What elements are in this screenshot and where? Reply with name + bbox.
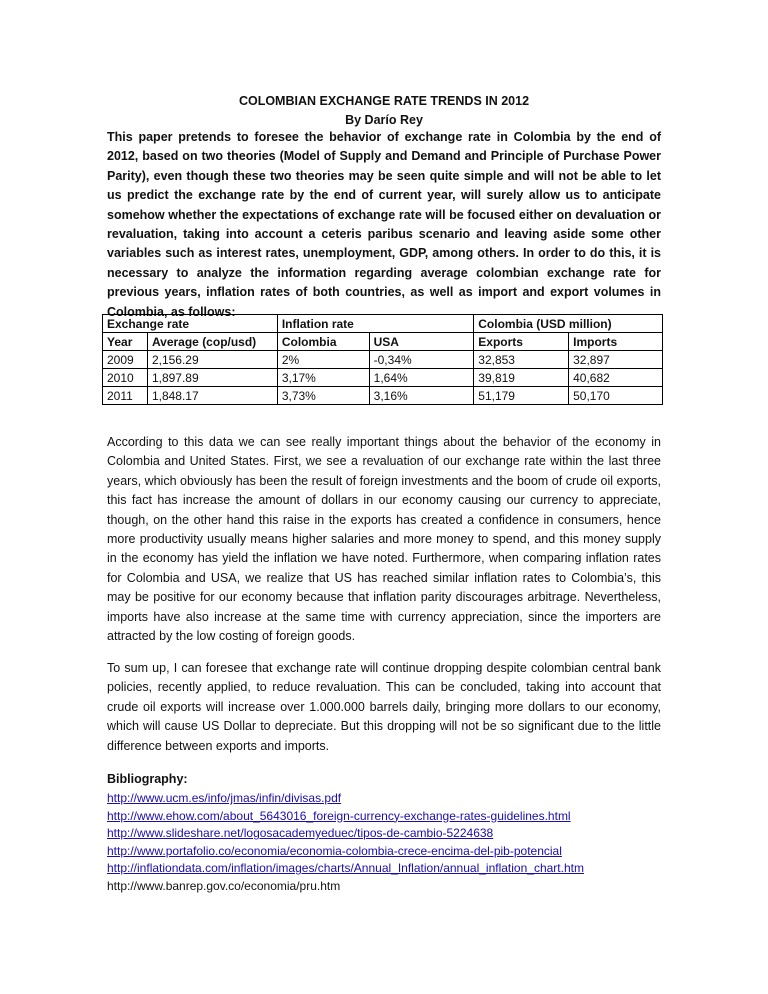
list-item bbox=[107, 860, 584, 878]
group-header-exchange-rate: Exchange rate bbox=[103, 315, 278, 333]
header-exports: Exports bbox=[474, 333, 569, 351]
list-item bbox=[107, 878, 584, 896]
document-title: COLOMBIAN EXCHANGE RATE TRENDS IN 2012 bbox=[238, 94, 530, 108]
header-imports: Imports bbox=[569, 333, 663, 351]
table-cell: 2011 bbox=[103, 387, 148, 405]
table-cell: -0,34% bbox=[369, 351, 474, 369]
list-item bbox=[107, 825, 584, 843]
header-colombia: Colombia bbox=[277, 333, 369, 351]
table-cell: 50,170 bbox=[569, 387, 663, 405]
table-cell: 3,16% bbox=[369, 387, 474, 405]
bibliography-list bbox=[107, 790, 584, 896]
table-row bbox=[103, 387, 663, 405]
table-cell: 1,897.89 bbox=[147, 369, 277, 387]
intro-paragraph: This paper pretends to foresee the behavior of exchange rate in Colombia by the end of 2012, based on two theories (Model of Supply and Demand and Principle of Purchase Power Parity), even though these two theories may be seen quite simple and will not be able to let us predict the exchange rate by the end of current year, will surely allow us to anticipate somehow whether the expectations of exchange rate will be focused either on devaluation or revaluation, taking into account a ceteris paribus scenario and leaving aside some other variables such as interest rates, unemployment, GDP, among others. In order to do this, it is necessary to analyze the information regarding average colombian exchange rate for previous years, inflation rates of both countries, as well as import and export volumes in Colombia, as follows: bbox=[107, 130, 661, 319]
table-cell: 40,682 bbox=[569, 369, 663, 387]
group-header-inflation-rate: Inflation rate bbox=[277, 315, 473, 333]
analysis-paragraph: According to this data we can see really important things about the behavior of the economy in Colombia and United States. First, we see a revaluation of our exchange rate within the last three years, which obviously has been the result of foreign investments and the boom of crude oil exports, this fact has increase the amount of dollars in our economy causing our currency to appreciate, though, on the other hand this raise in the exports has created a confidence in consumers, hence more productivity usually means higher salaries and more money to spend, and this money supply in the economy has yield the inflation we have noted. Furthermore, when comparing inflation rates for Colombia and USA, we realize that US has reached similar inflation rates to Colombia’s, this may be positive for our economy because that inflation parity discourages arbitrage. Nevertheless, imports have also increase at the same time with currency appreciation, since the importers are attracted by the low costing of foreign goods. bbox=[107, 435, 661, 644]
table-cell: 3,73% bbox=[277, 387, 369, 405]
table-cell: 32,897 bbox=[569, 351, 663, 369]
bibliography-link[interactable]: http://www.ehow.com/about_5643016_foreign-currency-exchange-rates-guidelines.html bbox=[107, 808, 571, 823]
table-cell: 2,156.29 bbox=[147, 351, 277, 369]
table-cell: 2% bbox=[277, 351, 369, 369]
bibliography-link[interactable]: http://www.portafolio.co/economia/economia-colombia-crece-encima-del-pib-potencial bbox=[107, 843, 562, 858]
list-item bbox=[107, 790, 584, 808]
bibliography-heading: Bibliography: bbox=[107, 772, 188, 786]
table-row bbox=[103, 351, 663, 369]
bibliography-plain-url: http://www.banrep.gov.co/economia/pru.htm bbox=[107, 878, 341, 893]
bibliography-link[interactable]: http://www.slideshare.net/logosacademyeduec/tipos-de-cambio-5224638 bbox=[107, 826, 494, 841]
group-header-colombia-usd: Colombia (USD million) bbox=[474, 315, 663, 333]
bibliography-link[interactable]: http://www.ucm.es/info/jmas/infin/divisas.pdf bbox=[107, 791, 342, 805]
table-cell: 2009 bbox=[103, 351, 148, 369]
table-cell: 3,17% bbox=[277, 369, 369, 387]
header-usa: USA bbox=[369, 333, 474, 351]
table-cell: 32,853 bbox=[474, 351, 569, 369]
document-author: By Darío Rey bbox=[345, 113, 423, 127]
table-header-row bbox=[103, 333, 663, 351]
data-table bbox=[102, 314, 663, 405]
bibliography-link[interactable]: http://inflationdata.com/inflation/images/charts/Annual_Inflation/annual_inflation_chart.htm bbox=[107, 861, 584, 876]
conclusion-paragraph: To sum up, I can foresee that exchange rate will continue dropping despite colombian central bank policies, recently applied, to reduce revaluation. This can be concluded, taking into account that crude oil exports will increase over 1.000.000 barrels daily, bringing more dollars to our economy, which will cause US Dollar to depreciate. But this dropping will not be so significant due to the little difference between exports and imports. bbox=[107, 661, 661, 753]
table-row bbox=[103, 369, 663, 387]
list-item bbox=[107, 808, 584, 826]
header-year: Year bbox=[103, 333, 148, 351]
table-cell: 1,64% bbox=[369, 369, 474, 387]
header-average: Average (cop/usd) bbox=[147, 333, 277, 351]
table-group-header-row bbox=[103, 315, 663, 333]
table-cell: 39,819 bbox=[474, 369, 569, 387]
list-item bbox=[107, 843, 584, 861]
table-cell: 2010 bbox=[103, 369, 148, 387]
table-cell: 51,179 bbox=[474, 387, 569, 405]
table-cell: 1,848.17 bbox=[147, 387, 277, 405]
